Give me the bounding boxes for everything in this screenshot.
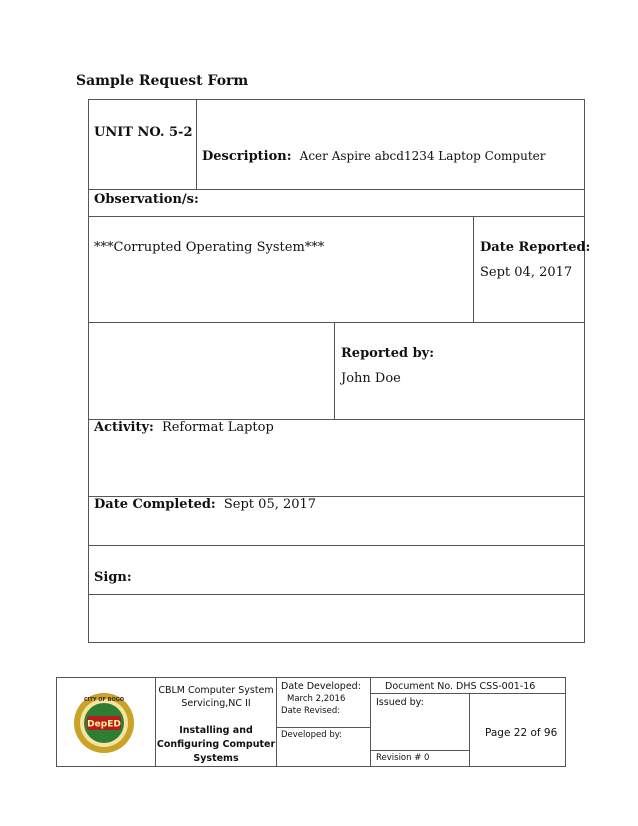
city-seal-icon [73, 692, 135, 754]
module-line-1: Installing and [179, 725, 253, 736]
issued-by-label: Issued by: [376, 697, 424, 708]
activity [94, 420, 274, 435]
course-line-1: CBLM Computer System [158, 685, 274, 696]
date-completed-value: Sept 05, 2017 [223, 497, 317, 512]
activity-value: Reformat Laptop [161, 420, 274, 435]
developed-by-label: Developed by: [281, 730, 342, 740]
page-title: Sample Request Form [76, 73, 249, 89]
request-form [88, 99, 591, 643]
divider [370, 693, 566, 694]
module-line-2: Configuring Computer [156, 739, 276, 750]
divider [370, 678, 371, 766]
revision-number: Revision # 0 [376, 753, 430, 763]
divider [89, 216, 584, 217]
reported-by-label: Reported by: [341, 346, 435, 361]
date-completed [94, 497, 316, 512]
course-line-2: Servicing,NC II [181, 698, 251, 709]
date-revised-label: Date Revised: [281, 706, 341, 716]
date-developed-label: Date Developed: [281, 681, 361, 692]
divider [334, 322, 335, 419]
description-value: Acer Aspire abcd1234 Laptop Computer [299, 149, 546, 163]
divider [276, 678, 277, 766]
date-completed-label: Date Completed: [94, 497, 216, 512]
document-footer [56, 677, 566, 767]
divider [89, 322, 584, 323]
divider [469, 693, 470, 767]
module-title [156, 724, 276, 766]
date-developed-value: March 2,2016 [287, 694, 346, 704]
divider [276, 727, 370, 728]
description [202, 149, 546, 164]
divider [89, 189, 584, 190]
activity-label: Activity: [94, 420, 154, 435]
observation-label: Observation/s: [94, 192, 199, 207]
unit-number: UNIT NO. 5-2 [94, 125, 193, 140]
sign-label: Sign: [94, 570, 132, 585]
reported-by-value: John Doe [341, 371, 401, 386]
seal-text: CITY OF BOGO [83, 697, 125, 703]
document-number: Document No. DHS CSS-001-16 [385, 681, 536, 692]
divider [473, 216, 474, 322]
date-reported-value: Sept 04, 2017 [480, 265, 573, 280]
observation-value: ***Corrupted Operating System*** [94, 240, 325, 255]
divider [196, 100, 197, 189]
date-reported-label: Date Reported: [480, 240, 591, 255]
module-line-3: Systems [193, 753, 239, 764]
divider [89, 545, 584, 546]
divider [89, 594, 584, 595]
divider [370, 750, 469, 751]
description-label: Description: [202, 149, 292, 164]
page-number: Page 22 of 96 [485, 727, 558, 739]
course-title [156, 684, 276, 710]
seal-badge: DepED [87, 719, 121, 730]
